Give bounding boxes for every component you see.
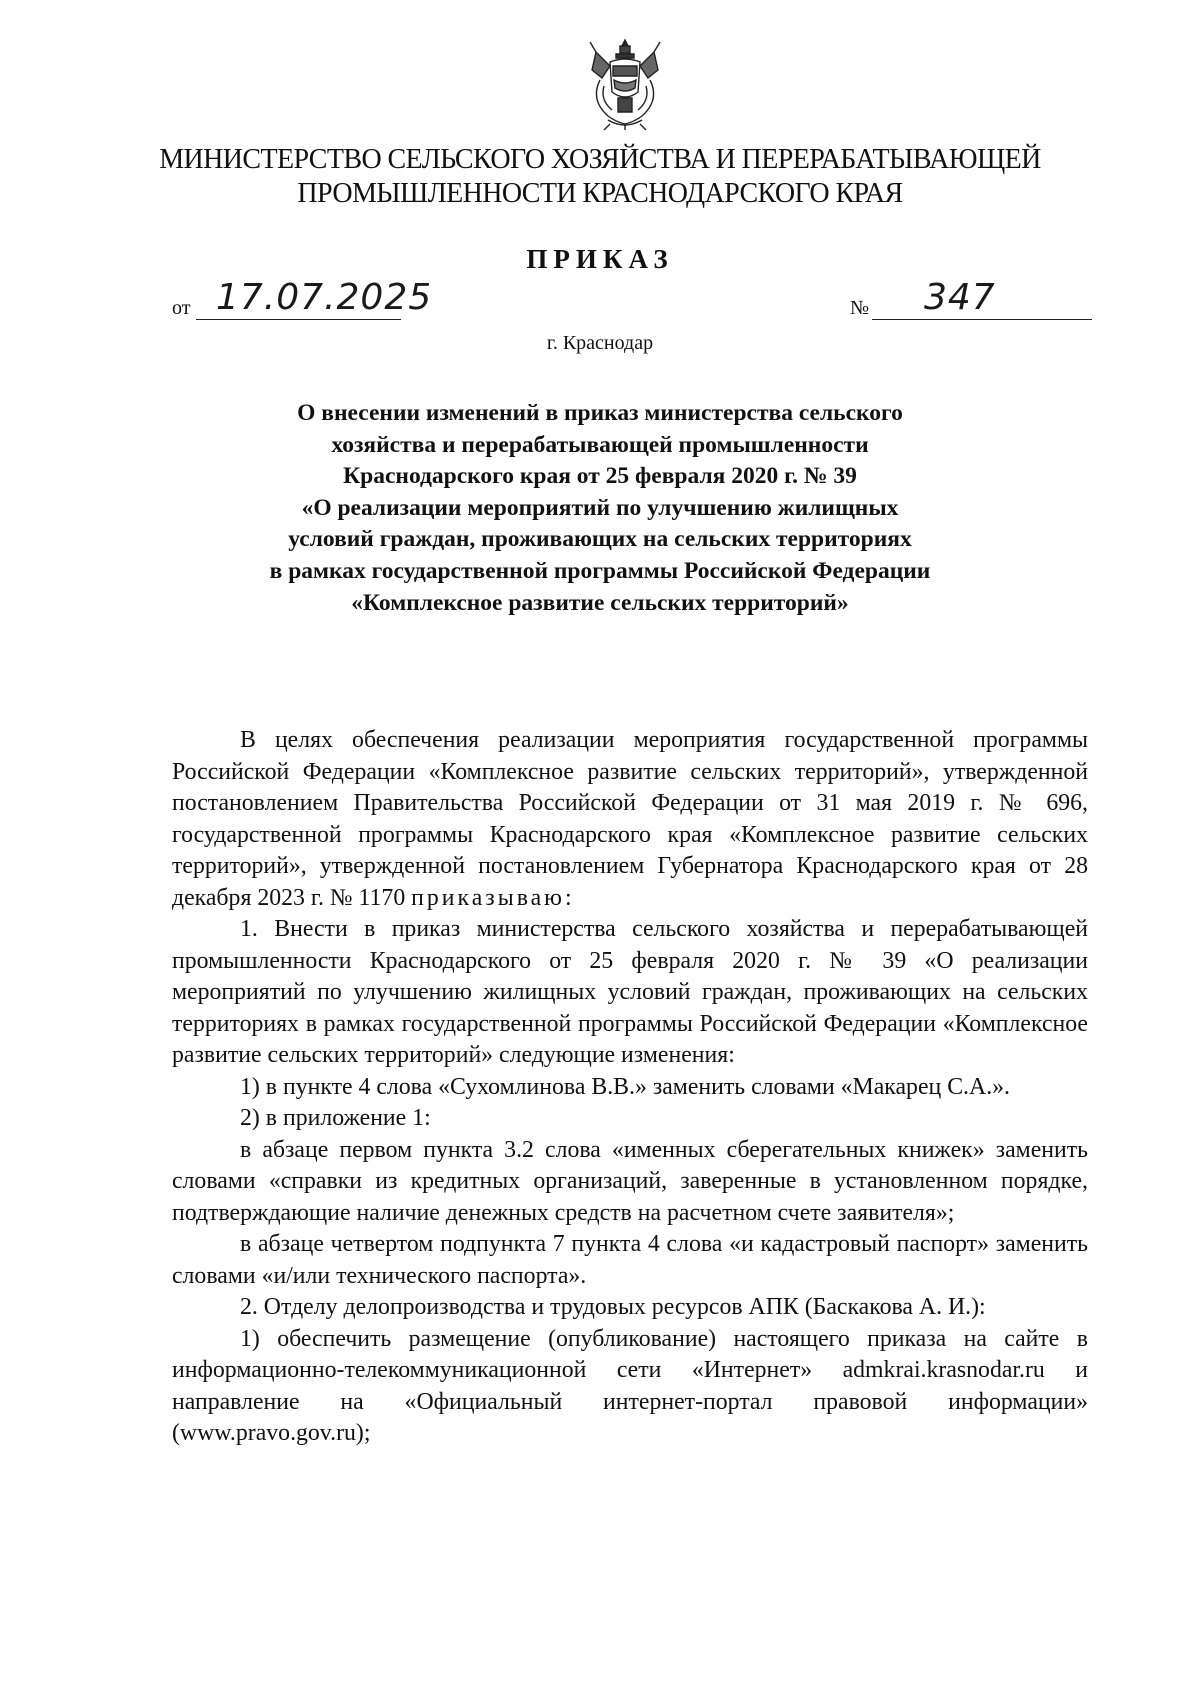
- intro-verb: приказываю:: [411, 884, 575, 911]
- clause-1: 1. Внести в приказ министерства сельского хозяйства и перерабатывающей промышленности Краснодарского от 25 февраля 2020 г. № 39 «О реализации мероприятий по улучшению жилищных условий граждан, проживающих на сельских территориях в рамках государственной программы Российской Федерации «Комплексное развитие сельских территорий» следующие изменения:: [172, 916, 1088, 1068]
- order-body: [172, 725, 1088, 1450]
- clause-1-item-1: 1) в пункте 4 слова «Сухомлинова В.В.» заменить словами «Макарец С.А.».: [240, 1073, 1010, 1100]
- ministry-name-line-2: ПРОМЫШЛЕННОСТИ КРАСНОДАРСКОГО КРАЯ: [297, 178, 903, 209]
- subject-line: хозяйства и перерабатывающей промышленности: [331, 431, 869, 458]
- clause-1-item-2: 2) в приложение 1:: [240, 1105, 431, 1131]
- subject-line: О внесении изменений в приказ министерства сельского: [297, 400, 903, 426]
- krasnodar-coat-of-arms-icon: [580, 36, 670, 132]
- date-number-row: [172, 278, 1092, 328]
- number-prefix: №: [850, 297, 870, 319]
- subject-line: «О реализации мероприятий по улучшению жилищных: [301, 494, 899, 521]
- number-underline: [872, 319, 1092, 320]
- handwritten-date: 17.07.2025: [216, 277, 433, 318]
- date-prefix: от: [172, 297, 191, 319]
- subject-line: условий граждан, проживающих на сельских территориях: [288, 526, 912, 553]
- clause-2: 2. Отделу делопроизводства и трудовых ресурсов АПК (Баскакова А. И.):: [240, 1294, 986, 1320]
- subject-line: в рамках государственной программы Российской Федерации: [269, 557, 931, 584]
- ministry-name: [100, 143, 1100, 211]
- document-type-title: ПРИКАЗ: [526, 244, 674, 274]
- subject-line: Краснодарского края от 25 февраля 2020 г. № 39: [343, 463, 857, 490]
- city-line: г. Краснодар: [546, 332, 654, 354]
- order-subject-heading: [200, 398, 1000, 619]
- intro-text: В целях обеспечения реализации мероприятия государственной программы Российской Федерации «Комплексное развитие сельских территорий», утвержденной постановлением Правительства Российской Федерации от 31 мая 2019 г. № 696, государственной программы Краснодарского края «Комплексное развитие сельских территорий», утвержденной постановлением Губернатора Краснодарского края от 28 декабря 2023 г. № 1170: [172, 727, 1088, 911]
- date-underline: [196, 319, 401, 320]
- clause-2-item-1: 1) обеспечить размещение (опубликование) настоящего приказа на сайте в информационно-телекоммуникационной сети «Интернет» admkrai.krasnodar.ru и направление на «Официальный интернет-портал правовой информации» (www.pravo.gov.ru);: [172, 1325, 1088, 1446]
- ministry-name-line-1: МИНИСТЕРСТВО СЕЛЬСКОГО ХОЗЯЙСТВА И ПЕРЕРАБАТЫВАЮЩЕЙ: [159, 144, 1041, 175]
- clause-1-item-2-paragraph-a: в абзаце первом пункта 3.2 слова «именных сберегательных книжек» заменить словами «справки из кредитных организаций, заверенные в установленном порядке, подтверждающие наличие денежных средств на расчетном счете заявителя»;: [172, 1136, 1088, 1226]
- subject-line: «Комплексное развитие сельских территорий»: [351, 589, 849, 616]
- handwritten-number: 347: [924, 277, 996, 318]
- intro-paragraph: [172, 725, 1088, 914]
- clause-1-item-2-paragraph-b: в абзаце четвертом подпункта 7 пункта 4 слова «и кадастровый паспорт» заменить словами «и/или технического паспорта».: [172, 1231, 1088, 1289]
